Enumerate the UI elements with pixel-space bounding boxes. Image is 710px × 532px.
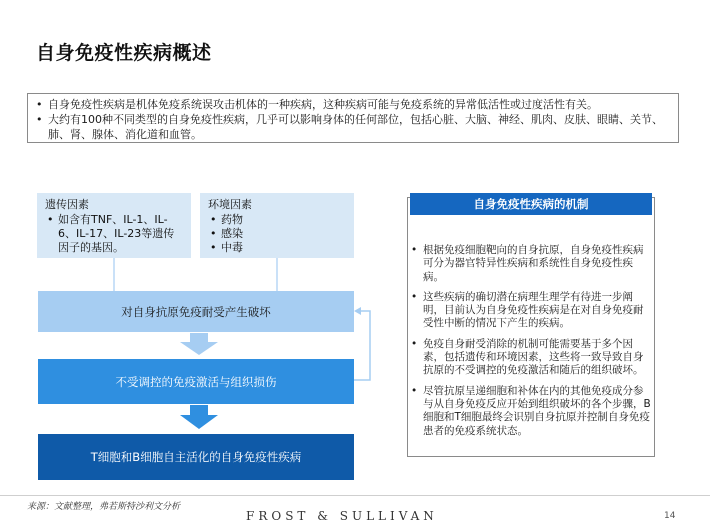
stage-tolerance-breakdown: 对自身抗原免疫耐受产生破坏 [38,291,354,332]
feedback-arrow-head [354,307,361,315]
mechanism-title: 自身免疫性疾病的机制 [410,193,652,215]
down-arrow-icon [180,333,218,355]
mechanism-item: • 尽管抗原呈递细胞和补体在内的其他免疫成分参与从自身免疫反应开始到组织破坏的各个步骤，B细胞和T细胞最终会识别自身抗原并控制自身免疫患者的免疫系统状态。 [407,385,653,438]
environment-factors-title: 环境因素 [208,198,252,211]
mechanism-item: • 这些疾病的确切潜在病理生理学有待进一步阐明，目前认为自身免疫性疾病是在对自身免疫耐受性中断的情况下产生的疾病。 [407,291,653,331]
footer-divider [0,495,710,496]
summary-bullet: • 大约有100种不同类型的自身免疫性疾病，几乎可以影响身体的任何部位，包括心脏、大脑、神经、肌肉、皮肤、眼睛、关节、肺、肾、腺体、消化道和血管。 [36,112,670,142]
summary-bullet: • 自身免疫性疾病是机体免疫系统误攻击机体的一种疾病，这种疾病可能与免疫系统的异常低活性或过度活性有关。 [36,97,670,112]
page-number: 14 [664,511,676,521]
stage-immune-activation: 不受调控的免疫激活与组织损伤 [38,359,354,404]
down-arrow-icon [180,405,218,429]
environment-factor-item: • 中毒 [208,241,346,255]
mechanism-item: • 根据免疫细胞靶向的自身抗原，自身免疫性疾病可分为器官特异性疾病和系统性自身免疫性疾病。 [407,244,653,284]
mechanism-list [407,244,653,445]
feedback-loop-line [354,311,370,380]
environment-factor-item: • 药物 [208,213,346,227]
stage-autoimmune-disease: T细胞和B细胞自主活化的自身免疫性疾病 [38,434,354,480]
environment-factor-item: • 感染 [208,227,346,241]
source-note: 来源：文献整理，弗若斯特沙利文分析 [27,502,181,512]
page-title: 自身免疫性疾病概述 [36,42,212,64]
mechanism-item: • 免疫自身耐受消除的机制可能需要基于多个因素，包括遗传和环境因素，这些将一致导致自身抗原的不受调控的免疫激活和随后的组织破坏。 [407,338,653,378]
brand-logo: FROST & SULLIVAN [246,509,438,523]
genetic-factors-title: 遗传因素 [45,198,89,211]
genetic-factor-item: • 如含有TNF、IL-1、IL-6、IL-17、IL-23等遗传因子的基因。 [45,213,183,255]
